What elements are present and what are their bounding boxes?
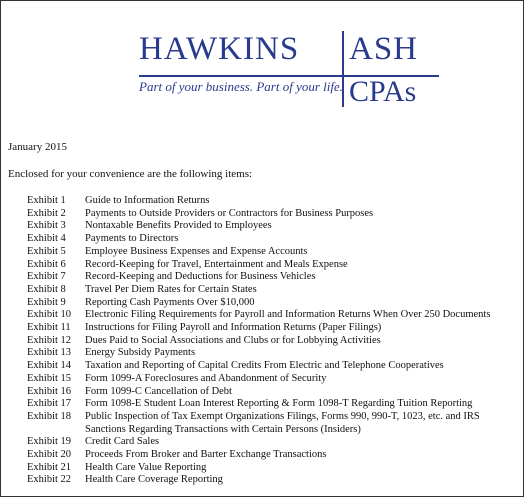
exhibit-number: Exhibit 22 (27, 474, 72, 486)
list-item (27, 474, 523, 487)
list-item (27, 322, 523, 335)
exhibit-number: Exhibit 5 (27, 245, 66, 257)
hawkins-ash-logo (139, 29, 439, 109)
exhibit-title: Payments to Outside Providers or Contractors for Business Purposes (85, 207, 374, 219)
exhibit-list (27, 195, 523, 487)
exhibit-title: Reporting Cash Payments Over $10,000 (85, 296, 255, 308)
exhibit-number: Exhibit 16 (27, 385, 72, 397)
exhibit-number: Exhibit 7 (27, 271, 66, 283)
list-item (27, 259, 523, 272)
list-item (27, 271, 523, 284)
exhibit-number: Exhibit 10 (27, 309, 72, 321)
exhibit-number: Exhibit 14 (27, 360, 72, 372)
exhibit-title: Nontaxable Benefits Provided to Employees (85, 220, 272, 232)
exhibit-number: Exhibit 20 (27, 449, 72, 461)
logo-tagline: Part of your business. Part of your life. (139, 79, 344, 94)
exhibit-number: Exhibit 19 (27, 436, 72, 448)
exhibit-title: Public Inspection of Tax Exempt Organizations Filings, Forms 990, 990-T, 1023, etc. and IRS Sanctions Regarding Transactions with Certain Persons (Insiders) (85, 410, 480, 435)
exhibit-title: Form 1098-E Student Loan Interest Reporting & Form 1098-T Regarding Tuition Reporting (85, 398, 473, 410)
list-item (27, 347, 523, 360)
list-item (27, 297, 523, 310)
exhibit-number: Exhibit 12 (27, 334, 72, 346)
exhibit-title: Taxation and Reporting of Capital Credits From Electric and Telephone Cooperatives (85, 360, 444, 372)
exhibit-title: Proceeds From Broker and Barter Exchange Transactions (85, 449, 327, 461)
exhibit-number: Exhibit 9 (27, 296, 66, 308)
list-item (27, 335, 523, 348)
exhibit-title: Instructions for Filing Payroll and Information Returns (Paper Filings) (85, 322, 382, 334)
exhibit-title: Electronic Filing Requirements for Payroll and Information Returns When Over 250 Documents (85, 309, 491, 321)
exhibit-number: Exhibit 8 (27, 283, 66, 295)
exhibit-title: Record-Keeping and Deductions for Business Vehicles (85, 271, 316, 283)
exhibit-title: Record-Keeping for Travel, Entertainment and Meals Expense (85, 258, 348, 270)
exhibit-number: Exhibit 21 (27, 461, 72, 473)
exhibit-number: Exhibit 2 (27, 207, 66, 219)
list-item (27, 208, 523, 221)
exhibit-number: Exhibit 17 (27, 398, 72, 410)
exhibit-number: Exhibit 15 (27, 372, 72, 384)
exhibit-title: Employee Business Expenses and Expense Accounts (85, 245, 308, 257)
logo-name-left: HAWKINS (139, 31, 300, 67)
exhibit-number: Exhibit 6 (27, 258, 66, 270)
exhibit-title: Payments to Directors (85, 233, 179, 245)
list-item (27, 360, 523, 373)
exhibit-title: Health Care Coverage Reporting (85, 474, 223, 486)
list-item (27, 220, 523, 233)
exhibit-title: Travel Per Diem Rates for Certain States (85, 283, 257, 295)
logo-cpas: CPAs (349, 75, 417, 108)
exhibit-number: Exhibit 11 (27, 322, 71, 334)
exhibit-number: Exhibit 3 (27, 220, 66, 232)
exhibit-number: Exhibit 1 (27, 195, 66, 206)
list-item (27, 309, 523, 322)
exhibit-title: Guide to Information Returns (85, 195, 210, 206)
list-item (27, 284, 523, 297)
exhibit-title: Energy Subsidy Payments (85, 347, 196, 359)
exhibit-number: Exhibit 4 (27, 233, 66, 245)
logo-divider-vertical (342, 31, 344, 107)
list-item (27, 233, 523, 246)
exhibit-number: Exhibit 13 (27, 347, 72, 359)
list-item (27, 411, 523, 436)
logo-name-right: ASH (349, 31, 419, 67)
list-item (27, 436, 523, 449)
list-item (27, 386, 523, 399)
intro-text: Enclosed for your convenience are the following items: (8, 168, 253, 180)
list-item (27, 462, 523, 475)
exhibit-title: Dues Paid to Social Associations and Clubs or for Lobbying Activities (85, 334, 381, 346)
exhibit-title: Form 1099-C Cancellation of Debt (85, 385, 232, 397)
list-item (27, 398, 523, 411)
list-item (27, 449, 523, 462)
list-item (27, 246, 523, 259)
exhibit-title: Form 1099-A Foreclosures and Abandonment of Security (85, 372, 327, 384)
exhibit-number: Exhibit 18 (27, 410, 72, 422)
document-date: January 2015 (8, 141, 67, 153)
exhibit-title: Health Care Value Reporting (85, 461, 207, 473)
list-item (27, 373, 523, 386)
list-item (27, 195, 523, 208)
exhibit-title: Credit Card Sales (85, 436, 160, 448)
